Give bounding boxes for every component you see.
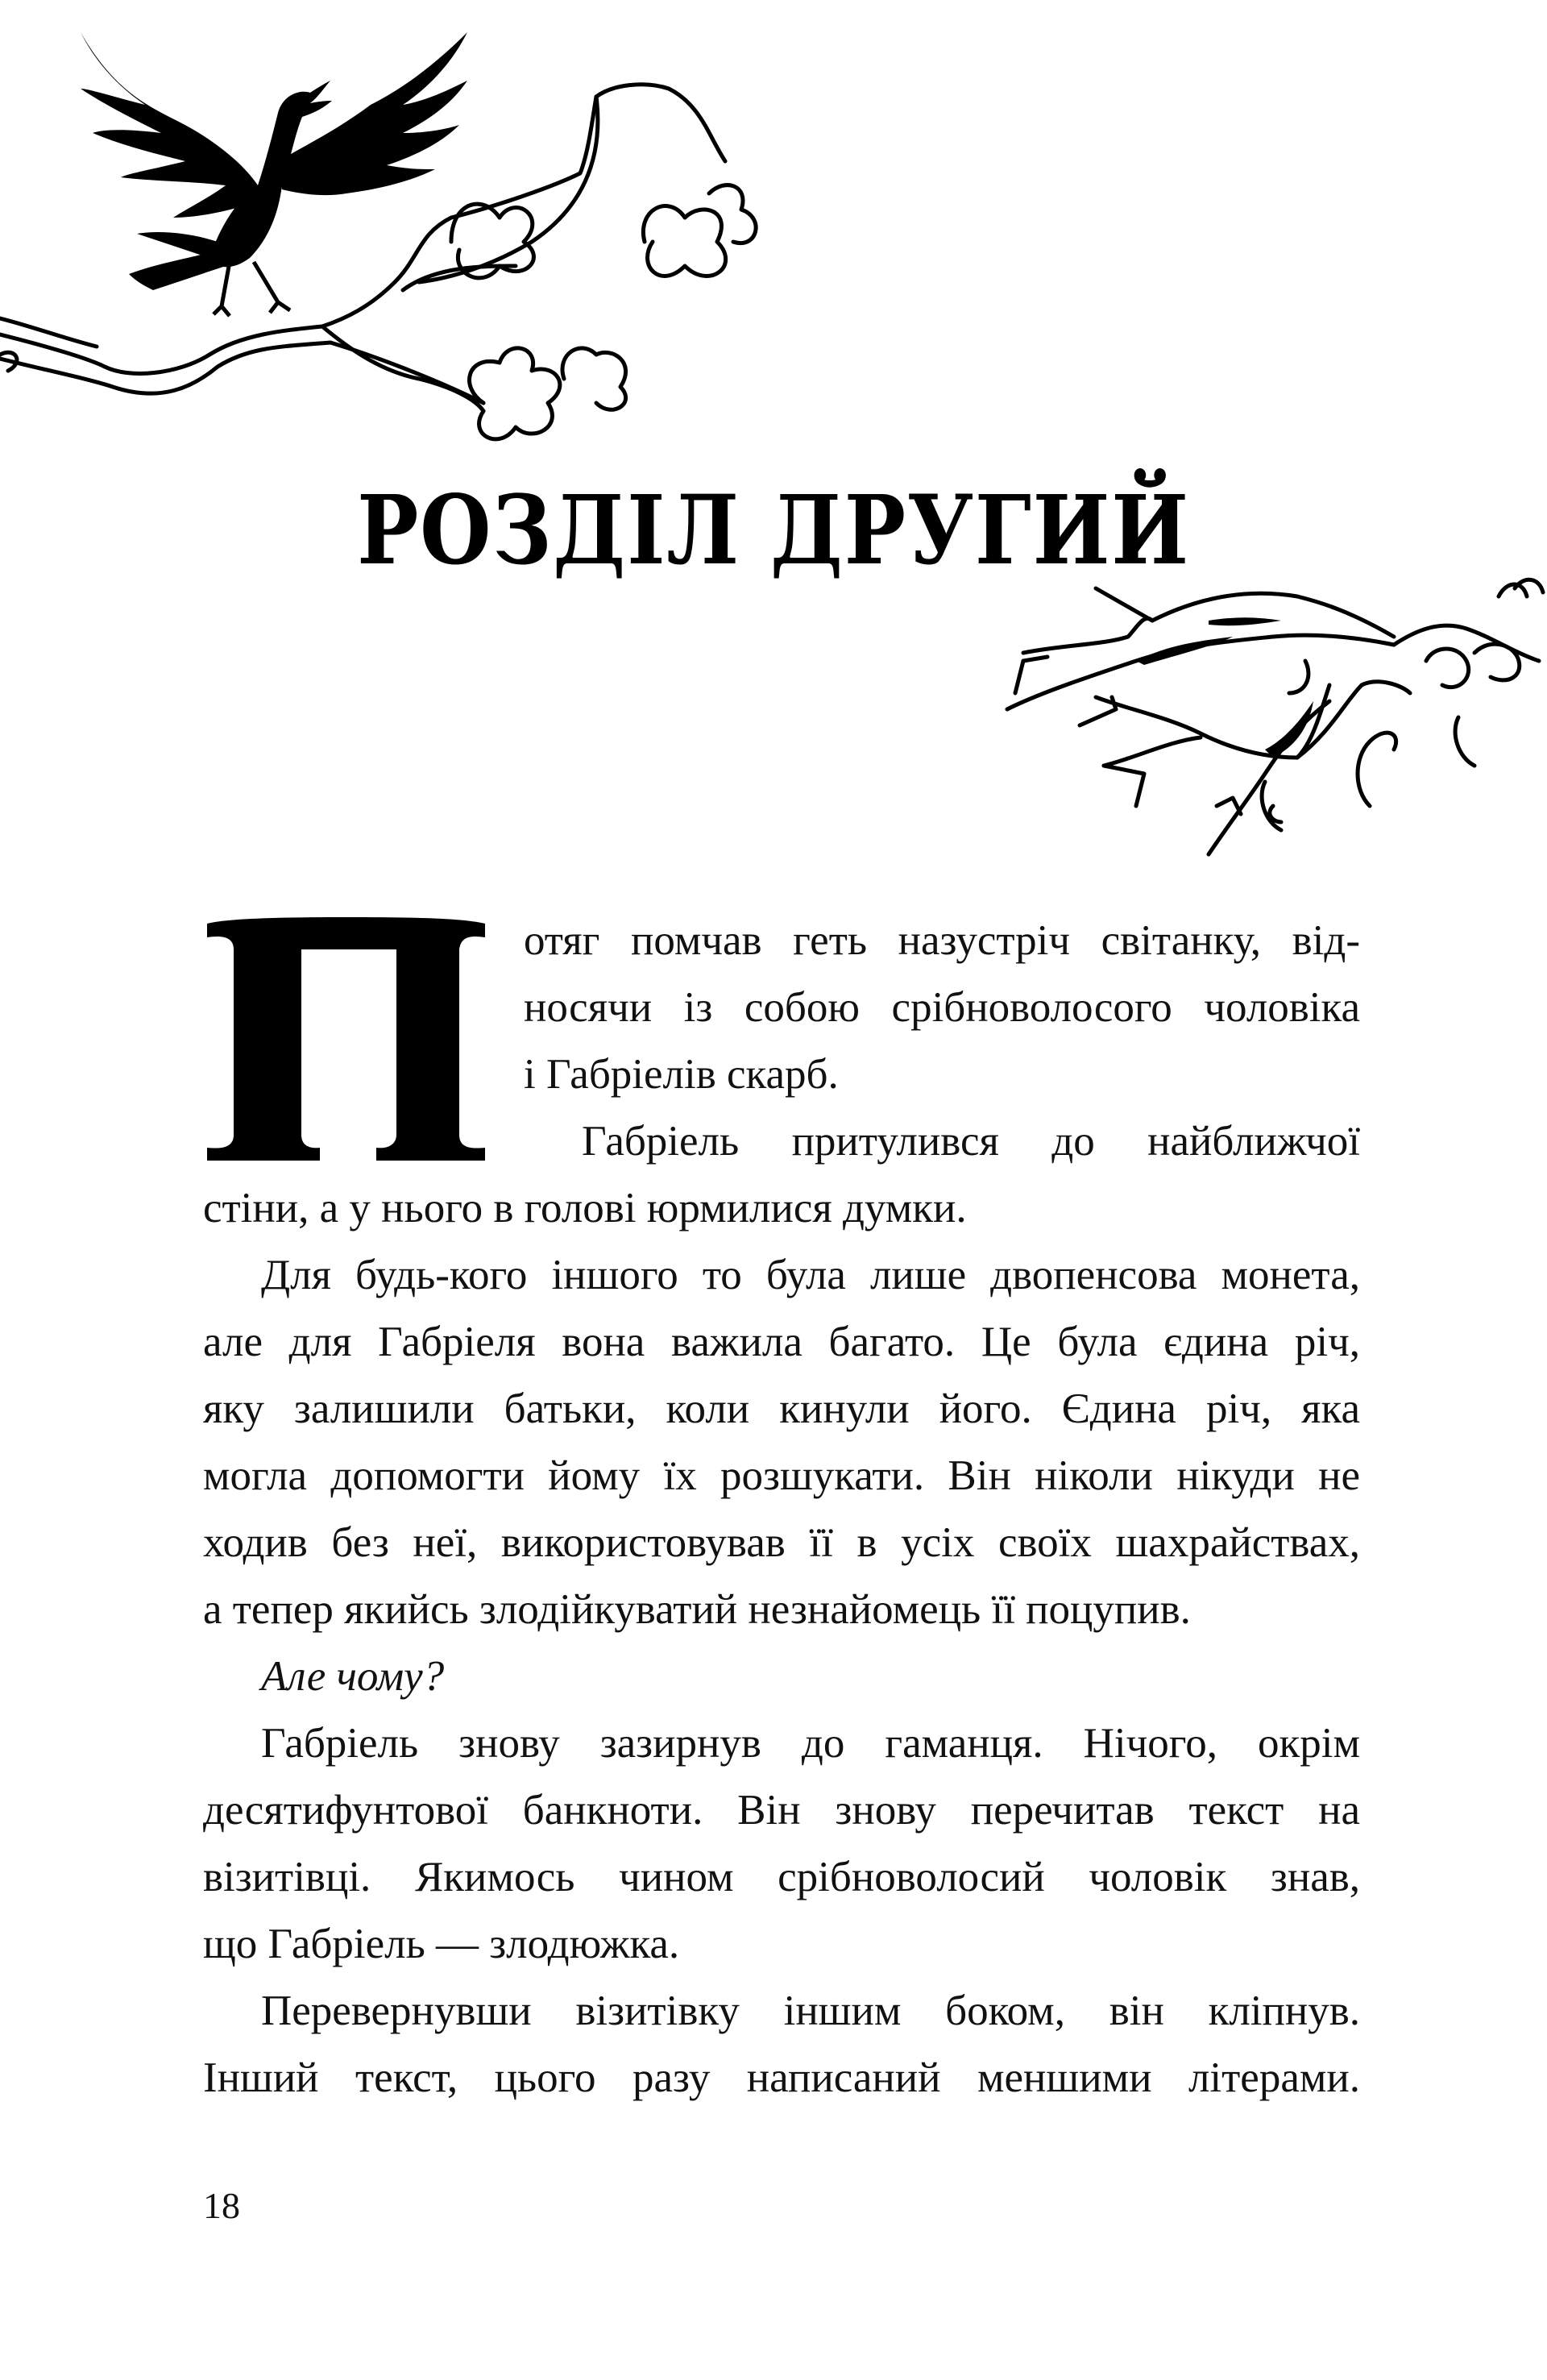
text-line: візитівці. Якимось чином срібноволосий чоловік знав,: [203, 1854, 1360, 1900]
leafy-branch-icon: [991, 564, 1547, 870]
text-line: Габріель знову зазирнув до гаманця. Нічого, окрім: [261, 1720, 1360, 1767]
text-line: носячи із собою срібноволосого чоловіка: [524, 984, 1360, 1031]
body-text: [203, 1175, 1360, 2112]
text-line: могла допомогти йому їх розшукати. Він ніколи нікуди не: [203, 1452, 1360, 1499]
text-line: десятифунтової банкноти. Він знову перечитав текст на: [203, 1787, 1360, 1834]
text-line: Інший текст, цього разу написаний меншими літерами.: [203, 2054, 1360, 2101]
chapter-title: РОЗДІЛ ДРУГИЙ: [357, 474, 1190, 586]
text-line: яку залишили батьки, коли кинули його. Єдина річ, яка: [203, 1385, 1360, 1432]
text-line: Перевернувши візитівку іншим боком, він кліпнув.: [261, 1987, 1360, 2034]
text-line: Габріель притулився до найближчої: [582, 1118, 1360, 1165]
text-line: Але чому?: [261, 1653, 445, 1700]
text-line: Для будь-кого іншого то була лише двопенсова монета,: [261, 1252, 1360, 1298]
text-line: і Габріелів скарб.: [524, 1051, 839, 1098]
text-line: що Габріель — злодюжка.: [203, 1921, 680, 1967]
text-line: ходив без неї, використовував її в усіх своїх шахрайствах,: [203, 1519, 1360, 1566]
text-line: стіни, а у нього в голові юрмилися думки.: [203, 1185, 967, 1232]
paragraph-1: [524, 908, 1360, 1175]
drop-cap: [203, 901, 489, 1167]
text-line: а тепер якийсь злодійкуватий незнайомець її поцупив.: [203, 1586, 1191, 1633]
text-line: але для Габріеля вона важила багато. Це була єдина річ,: [203, 1319, 1360, 1365]
page-number: 18: [203, 2185, 240, 2226]
crow-on-branch-icon: [0, 0, 806, 484]
text-line: отяг помчав геть назустріч світанку, від-: [524, 917, 1360, 964]
